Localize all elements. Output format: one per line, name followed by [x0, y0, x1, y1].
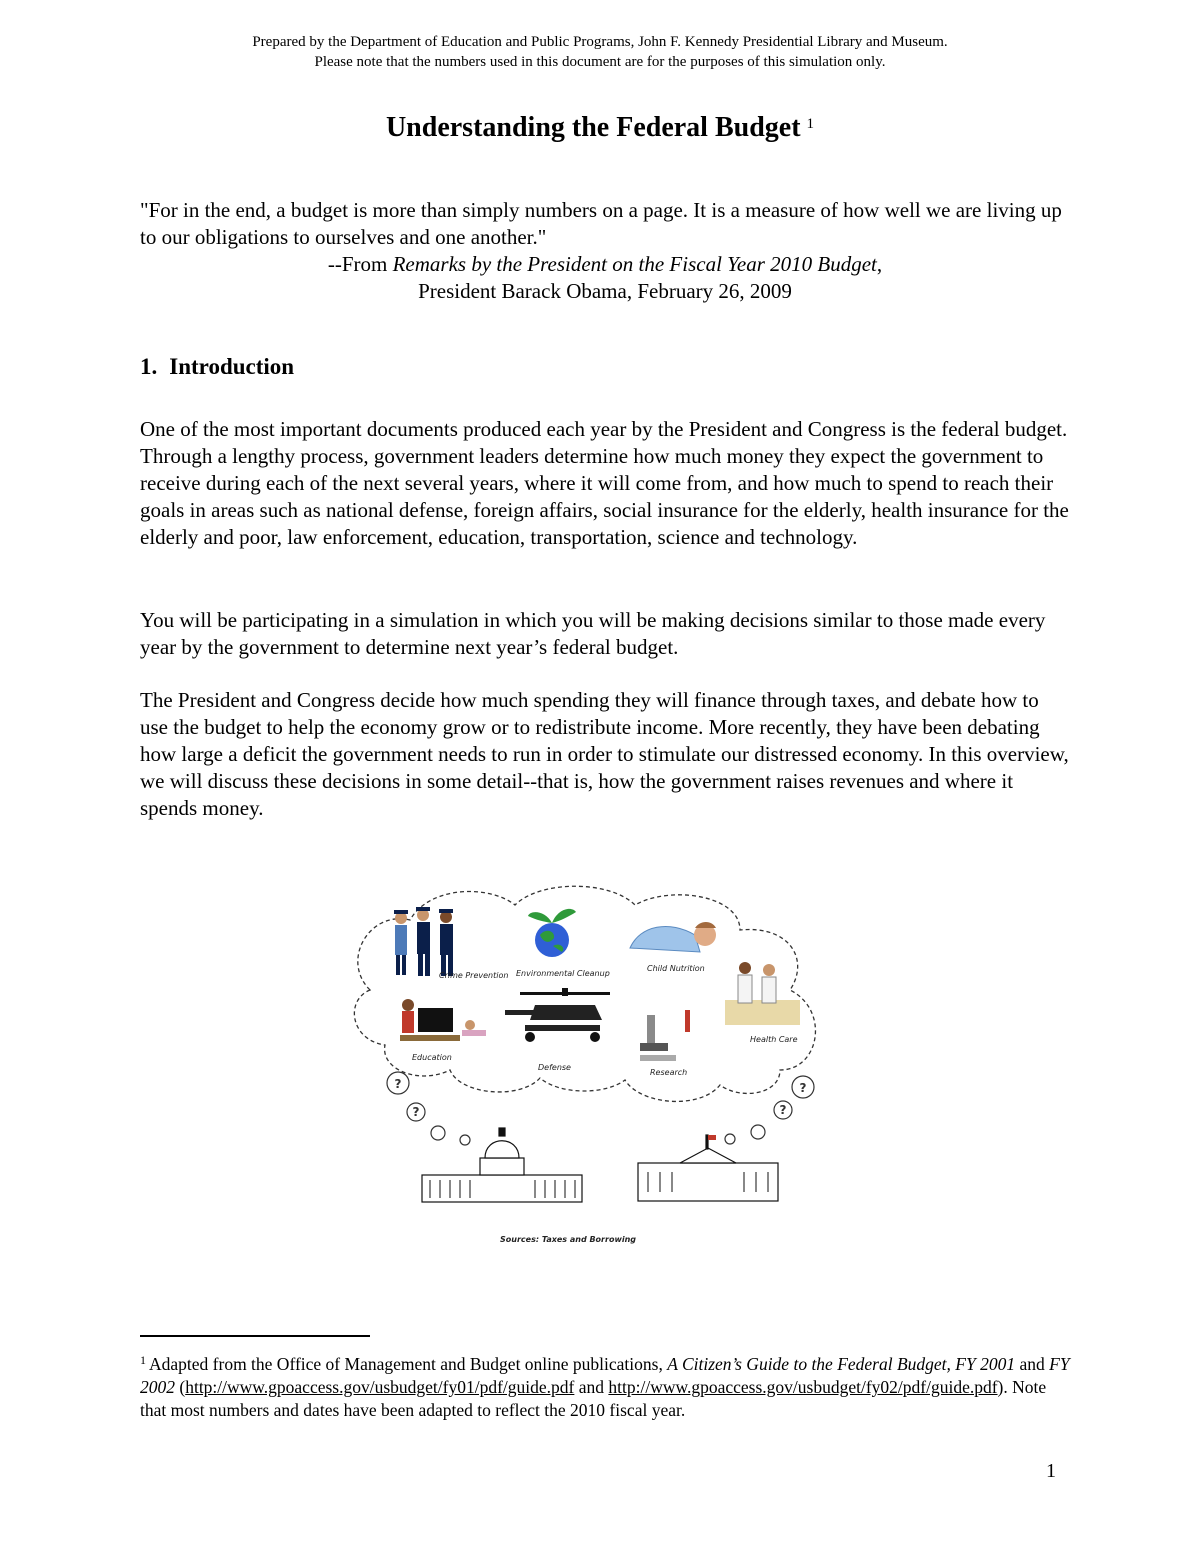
footnote-divider: [140, 1335, 370, 1337]
page-number: 1: [1046, 1460, 1056, 1482]
label-environmental-cleanup: Environmental Cleanup: [516, 969, 610, 978]
quote-attribution-line2: President Barack Obama, February 26, 2009: [418, 279, 792, 303]
section-number: 1.: [140, 354, 158, 379]
question-mark-1: ?: [394, 1077, 402, 1091]
header-line-1: Prepared by the Department of Education and Public Programs, John F. Kennedy Presidential Library and Museum.: [252, 34, 948, 50]
label-defense: Defense: [538, 1063, 571, 1072]
intro-paragraph-1: One of the most important documents produced each year by the President and Congress is the federal budget. Through a lengthy process, government leaders determine how much money they expect the government to receive during each of the next several years, where it will come from, and how much to spend to reach their goals in areas such as national defense, foreign affairs, social insurance for the elderly, health insurance for the elderly and poor, law enforcement, education, transportation, science and technology.: [140, 417, 1069, 549]
footnote: [140, 1349, 1070, 1422]
attribution-title: Remarks by the President on the Fiscal Year 2010 Budget: [392, 252, 877, 276]
quote-attribution: [140, 251, 1070, 278]
label-research: Research: [650, 1068, 688, 1077]
footnote-number: 1: [140, 1353, 146, 1367]
attribution-prefix: --From: [327, 252, 393, 276]
label-child-nutrition: Child Nutrition: [647, 964, 705, 973]
footnote-publication-title: A Citizen’s Guide to the Federal Budget, FY 2001: [667, 1354, 1016, 1374]
footnote-fy2002: FY 2002: [140, 1354, 1070, 1397]
label-crime-prevention: Crime Prevention: [439, 971, 509, 980]
capitol-building-icon: [422, 1128, 582, 1202]
header-line-2: Please note that the numbers used in this document are for the purposes of this simulation only.: [314, 54, 886, 70]
page-title: [0, 112, 1200, 144]
label-education: Education: [412, 1053, 452, 1062]
intro-paragraph-3: The President and Congress decide how much spending they will finance through taxes, and debate how to use the budget to help the economy grow or to redistribute income. More recently, they have been debating how large a deficit the government needs to run in order to stimulate our distressed economy. In this overview, we will discuss these decisions in some detail--that is, how the government raises revenues and where it spends money.: [140, 688, 1069, 820]
page-title-text: Understanding the Federal Budget: [385, 112, 801, 143]
quote-text: "For in the end, a budget is more than simply numbers on a page. It is a measure of how well we are living up to our obligations to ourselves and one another.": [140, 198, 1062, 249]
footnote-and-2: and: [574, 1377, 609, 1397]
footnote-and: and: [1015, 1354, 1050, 1374]
footnote-link-fy02[interactable]: http://www.gpoaccess.gov/usbudget/fy02/pdf/guide.pdf: [608, 1377, 998, 1397]
question-mark-2: ?: [412, 1105, 420, 1119]
footnote-link-fy01[interactable]: http://www.gpoaccess.gov/usbudget/fy01/pdf/guide.pdf: [185, 1377, 575, 1397]
section-heading-text: Introduction: [169, 354, 295, 379]
opening-quote: [140, 197, 1070, 305]
section-heading: [140, 354, 294, 380]
footnote-text-before: Adapted from the Office of Management and Budget online publications,: [149, 1354, 668, 1374]
footnote-text-after: ). Note that most numbers and dates have been adapted to reflect the 2010 fiscal year.: [140, 1377, 1047, 1420]
question-mark-4: ?: [779, 1103, 787, 1117]
footnote-paren-open: (: [175, 1377, 186, 1397]
white-house-icon: [638, 1135, 778, 1201]
illustration-caption: Sources: Taxes and Borrowing: [500, 1235, 636, 1244]
intro-paragraph-2: You will be participating in a simulation in which you will be making decisions similar to those made every year by the government to determine next year’s federal budget.: [140, 608, 1046, 659]
question-mark-3: ?: [799, 1081, 807, 1095]
label-health-care: Health Care: [750, 1035, 798, 1044]
budget-thought-cloud-illustration: [340, 880, 840, 1250]
title-footnote-ref: 1: [806, 116, 815, 132]
attribution-suffix: ,: [876, 252, 883, 276]
